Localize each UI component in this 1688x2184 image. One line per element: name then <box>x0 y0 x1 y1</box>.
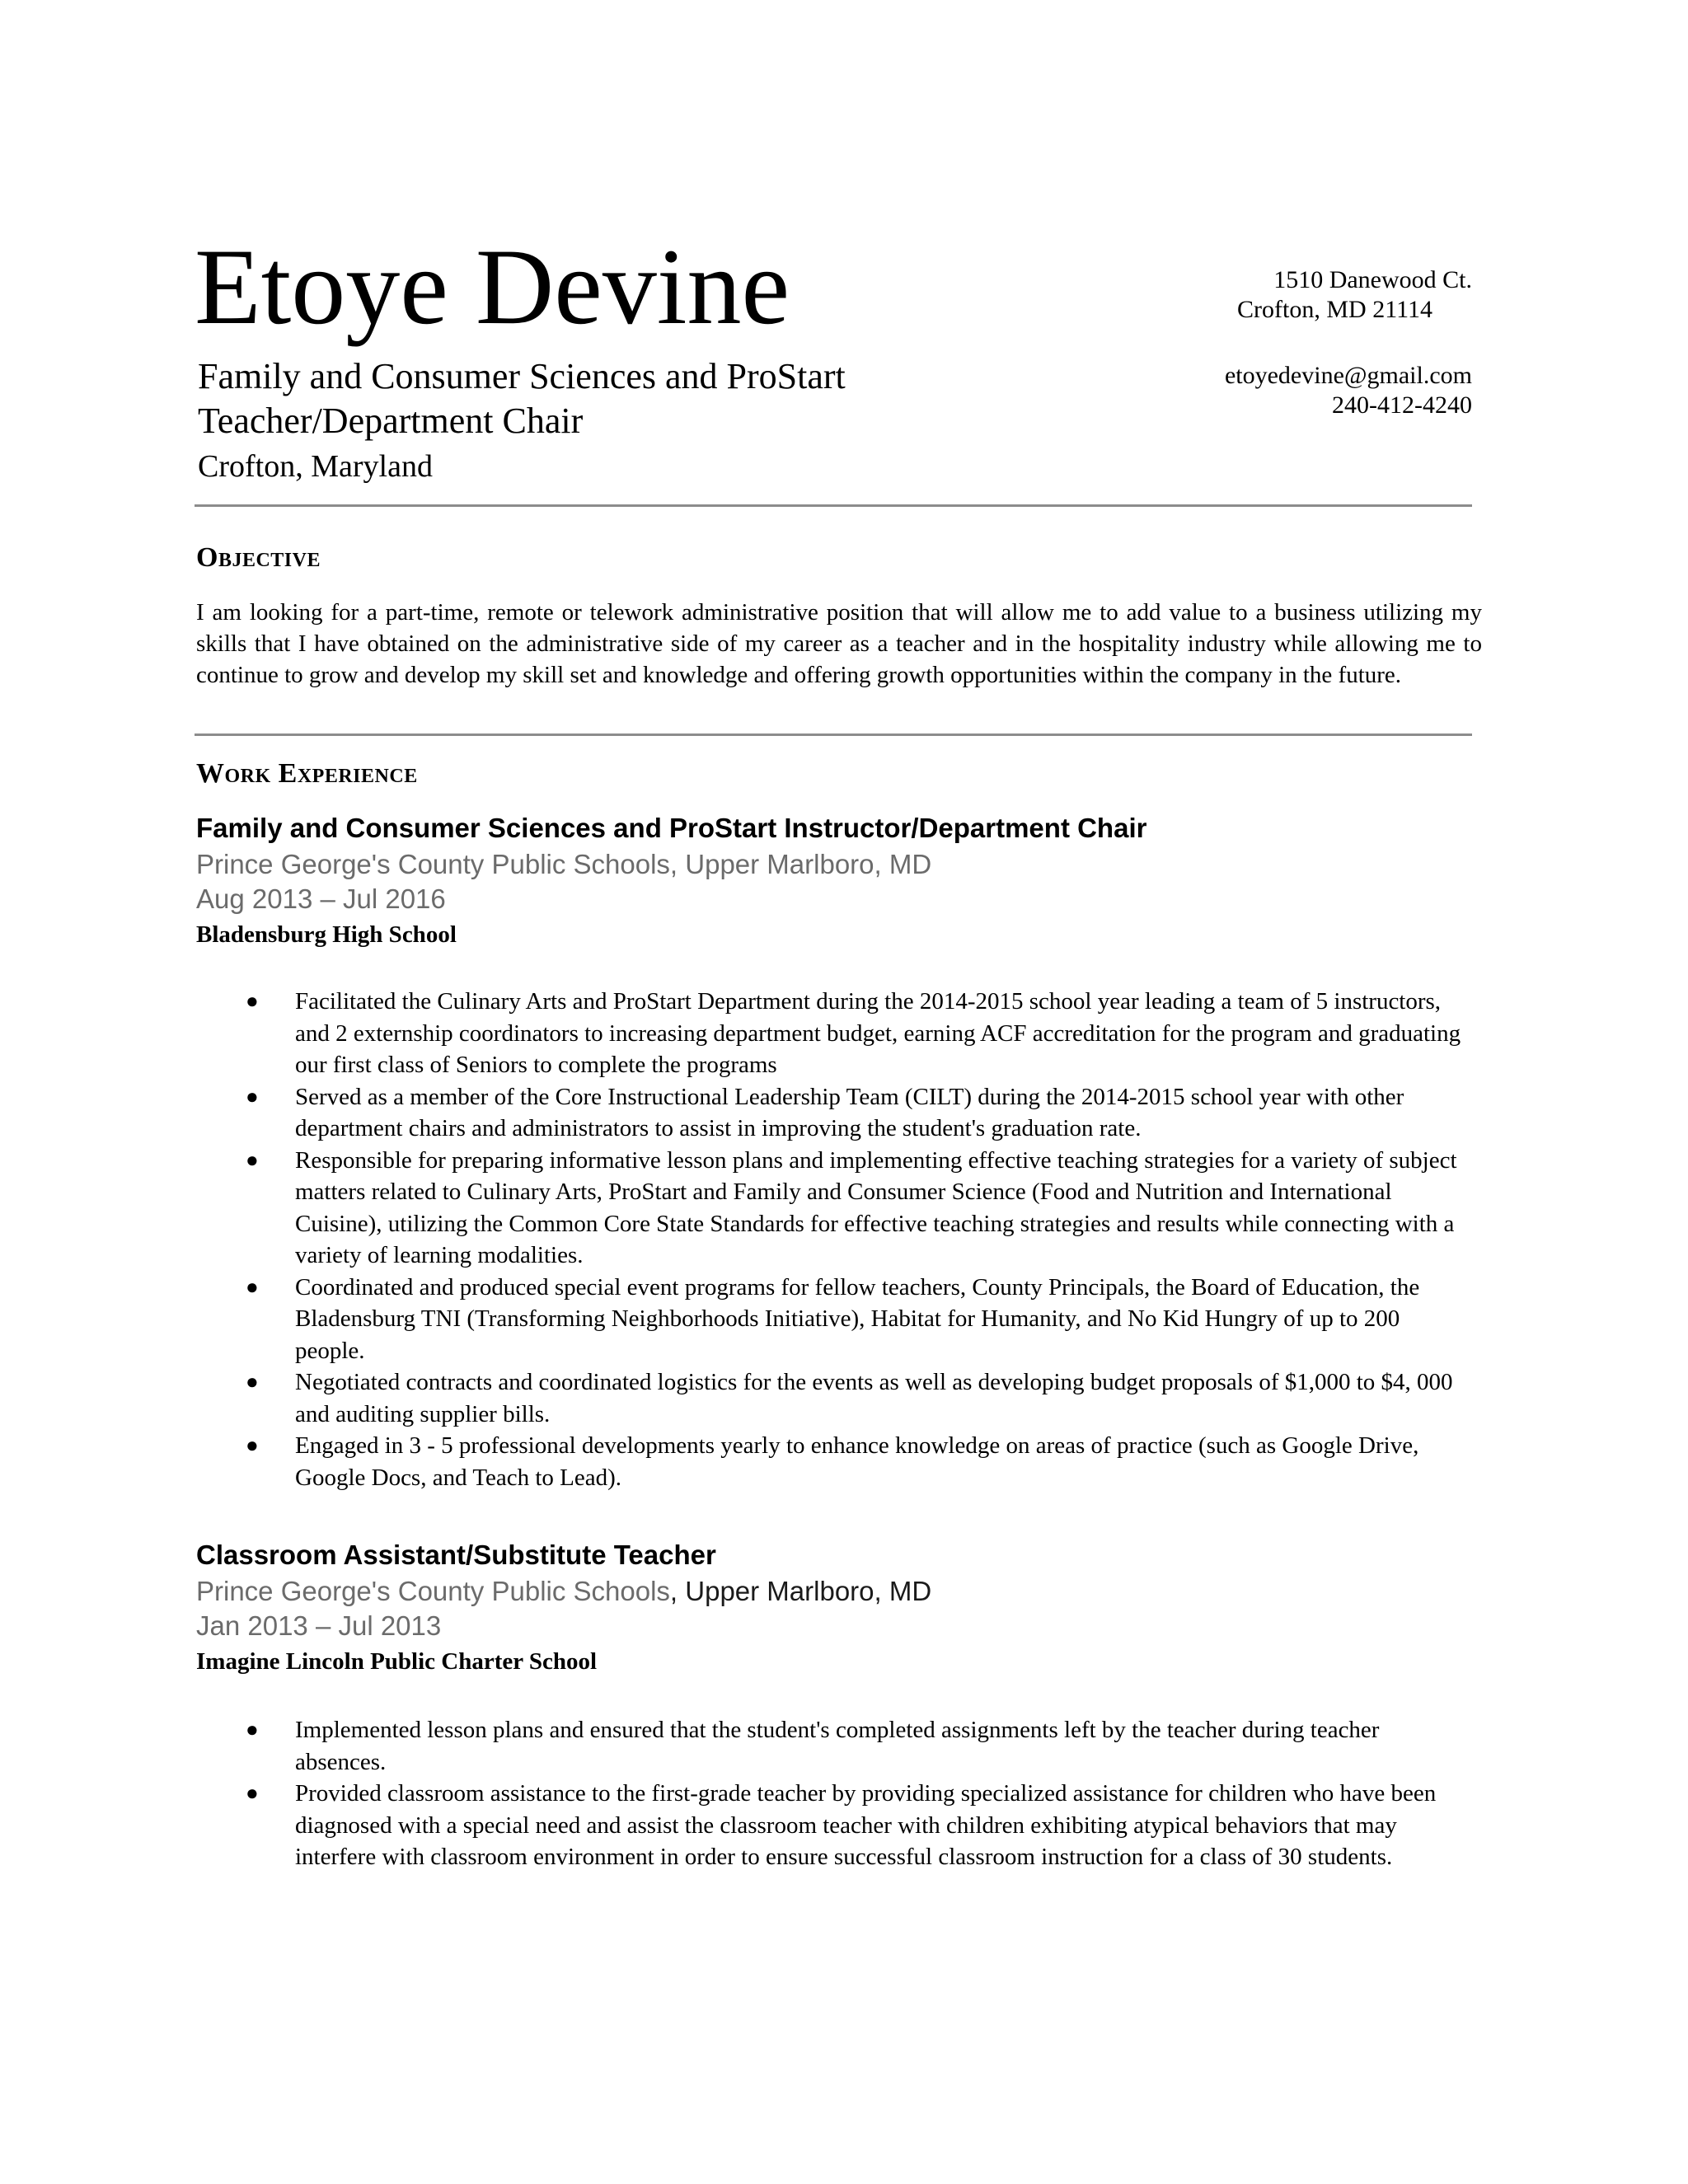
professional-title <box>198 354 1104 443</box>
list-item: ● Responsible for preparing informative lesson plans and implementing effective teaching strategies for a variety of subject matters related to Culinary Arts, ProStart and Family and Consumer Science (Food and Nutrition and International Cuisine), utilizing the Common Core State Standards for effective teaching strategies and results while connecting with a variety of learning modalities. <box>239 1145 1475 1272</box>
bullet-icon: ● <box>246 1433 259 1457</box>
professional-title-line-2: Teacher/Department Chair <box>198 401 584 441</box>
professional-title-line-1: Family and Consumer Sciences and ProStart <box>198 356 846 396</box>
list-item: ● Implemented lesson plans and ensured that the student's completed assignments left by the teacher during teacher absences. <box>239 1714 1475 1778</box>
work-experience-heading: Work Experience <box>196 758 418 789</box>
bullet-icon: ● <box>246 1370 259 1394</box>
list-item: ● Engaged in 3 - 5 professional developments yearly to enhance knowledge on areas of practice (such as Google Drive, Google Docs, and Teach to Lead). <box>239 1430 1475 1493</box>
candidate-location: Crofton, Maryland <box>198 449 433 484</box>
list-item: ● Provided classroom assistance to the first-grade teacher by providing specialized assistance for children who have been diagnosed with a special need and assist the classroom teacher with children exhibiting atypical behaviors that may interfere with classroom environment in order to ensure successful classroom instruction for a class of 30 students. <box>239 1778 1475 1873</box>
list-item: ● Coordinated and produced special event programs for fellow teachers, County Principals, the Board of Education, the Bladensburg TNI (Transforming Neighborhoods Initiative), Habitat for Humanity, and No Kid Hungry of up to 200 people. <box>239 1272 1475 1367</box>
job-bullet-list <box>239 986 1475 1493</box>
list-item: ● Served as a member of the Core Instructional Leadership Team (CILT) during the 2014-2015 school year with other department chairs and administrators to assist in improving the student's graduation rate. <box>239 1081 1475 1145</box>
address-line-1: 1510 Danewood Ct. <box>1273 266 1472 293</box>
job-employer: Prince George's County Public Schools, Upper Marlboro, MD <box>196 849 932 879</box>
job-title: Family and Consumer Sciences and ProStart Instructor/Department Chair <box>196 813 1147 843</box>
bullet-icon: ● <box>246 1274 259 1299</box>
bullet-icon: ● <box>246 1781 259 1805</box>
bullet-icon: ● <box>246 1147 259 1172</box>
list-item: ● Facilitated the Culinary Arts and ProStart Department during the 2014-2015 school year leading a team of 5 instructors, and 2 externship coordinators to increasing department budget, earning ACF accreditation for the program and graduating our first class of Seniors to complete the programs <box>239 986 1475 1081</box>
bullet-icon: ● <box>246 989 259 1013</box>
job-school: Bladensburg High School <box>196 921 457 948</box>
bullet-icon: ● <box>246 1718 259 1741</box>
address-line-2: Crofton, MD 21114 <box>1237 296 1432 323</box>
phone-number: 240-412-4240 <box>1332 391 1472 419</box>
job-employer: Prince George's County Public Schools, Upper Marlboro, MD <box>196 1576 932 1606</box>
job-dates: Jan 2013 – Jul 2013 <box>196 1610 442 1641</box>
bullet-icon: ● <box>246 1084 259 1108</box>
job-school: Imagine Lincoln Public Charter School <box>196 1648 598 1675</box>
objective-heading: Objective <box>196 542 321 573</box>
email-address: etoyedevine@gmail.com <box>1224 362 1472 389</box>
objective-divider <box>195 733 1472 736</box>
job-bullet-list <box>239 1714 1475 1873</box>
objective-text: I am looking for a part-time, remote or telework administrative position that will allow me to add value to a business utilizing my skills that I have obtained on the administrative side of my career as a teacher and in the hospitality industry while allowing me to continue to grow and develop my skill set and knowledge and offering growth opportunities within the company in the future. <box>196 599 1482 688</box>
contact-block <box>1225 265 1472 420</box>
job-title: Classroom Assistant/Substitute Teacher <box>196 1540 716 1570</box>
list-item: ● Negotiated contracts and coordinated logistics for the events as well as developing budget proposals of $1,000 to $4, 000 and auditing supplier bills. <box>239 1366 1475 1430</box>
job-dates: Aug 2013 – Jul 2016 <box>196 883 446 914</box>
candidate-name: Etoye Devine <box>195 226 790 347</box>
header-divider <box>195 504 1472 507</box>
